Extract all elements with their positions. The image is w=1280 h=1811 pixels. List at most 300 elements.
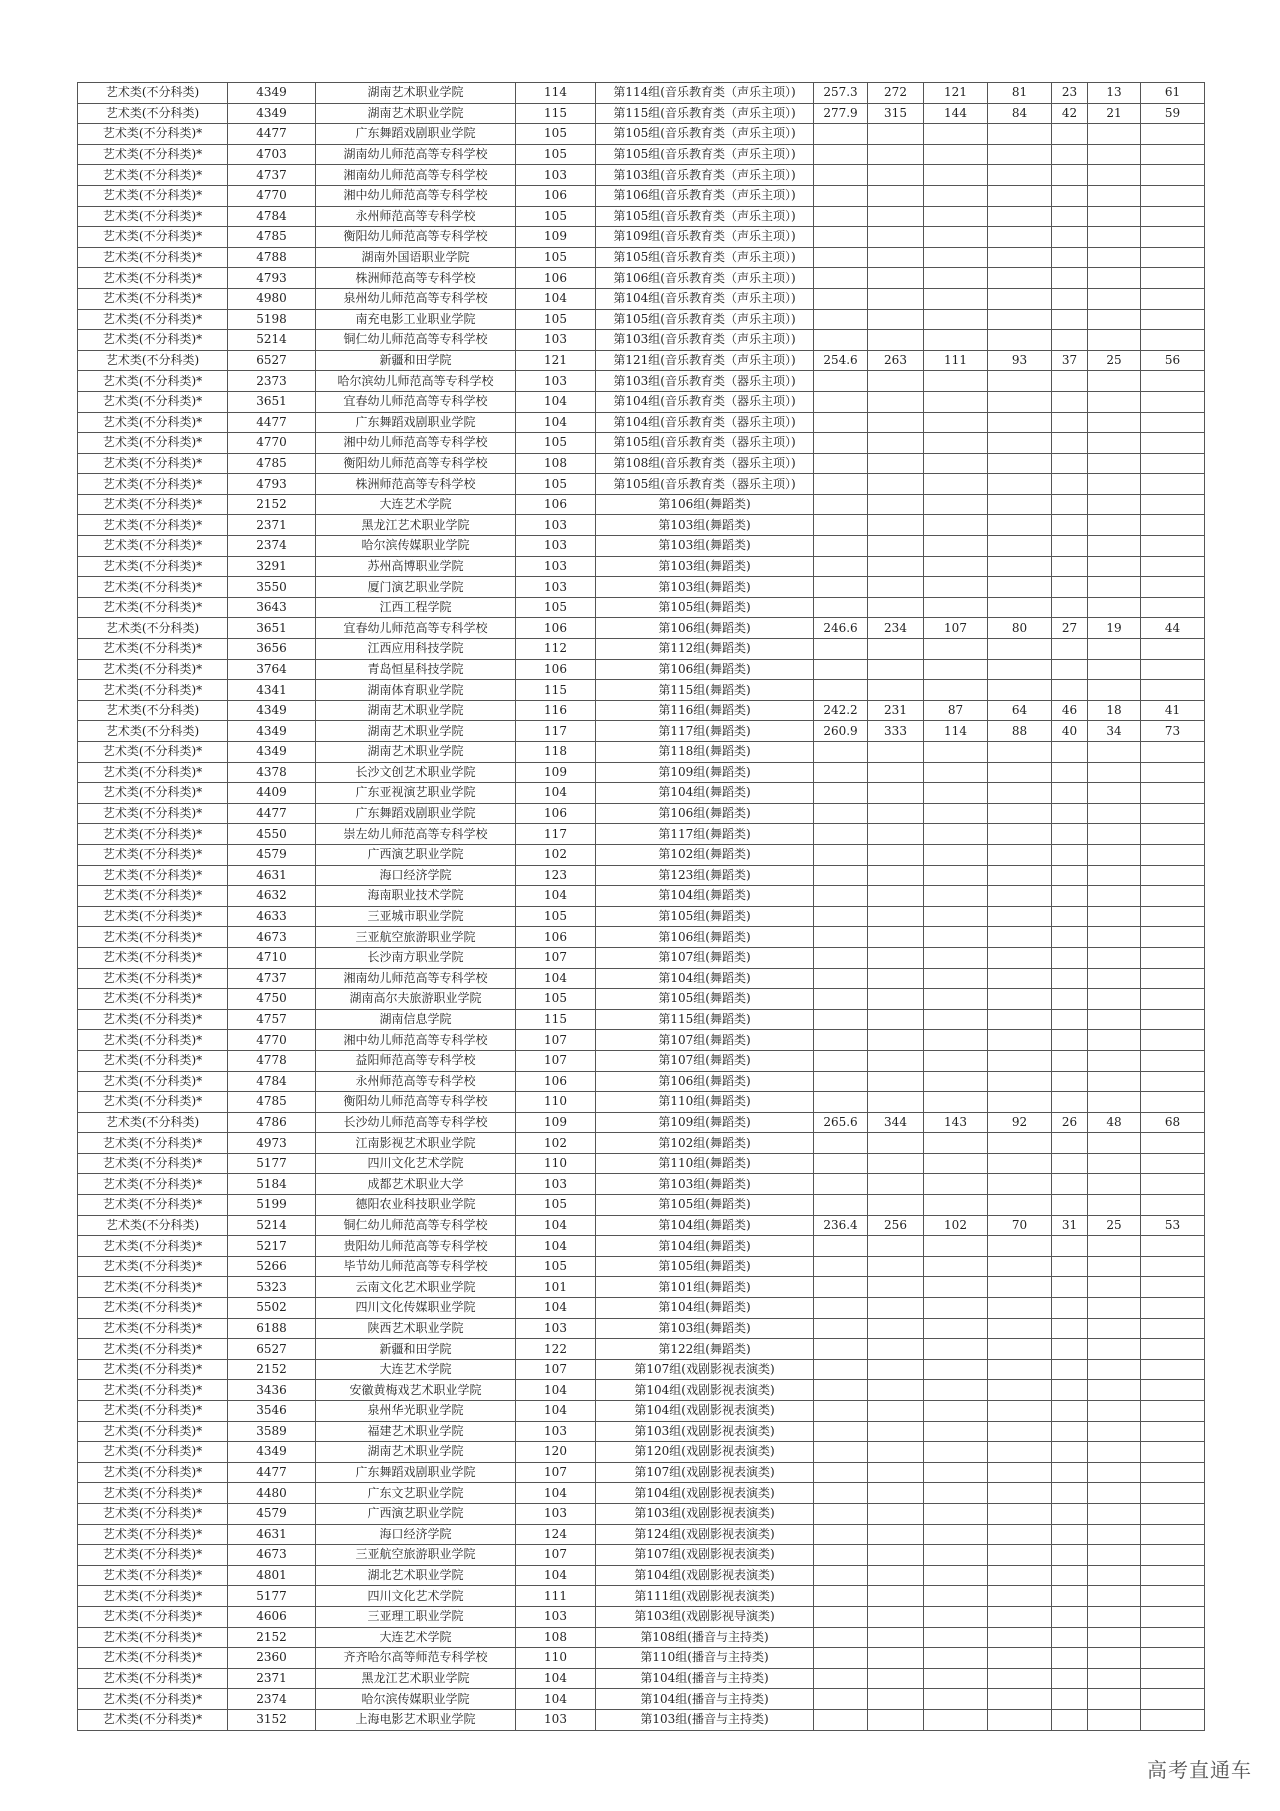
cell-v6	[1088, 1709, 1141, 1730]
cell-v4: 70	[988, 1215, 1052, 1236]
table-row	[78, 1298, 1205, 1319]
table-row	[78, 1153, 1205, 1174]
cell-v4	[988, 556, 1052, 577]
cell-category: 艺术类(不分科类)*	[78, 1277, 228, 1298]
cell-code: 3436	[228, 1380, 316, 1401]
cell-category: 艺术类(不分科类)*	[78, 1256, 228, 1277]
cell-category: 艺术类(不分科类)*	[78, 947, 228, 968]
cell-v5	[1052, 1195, 1088, 1216]
cell-v3	[924, 165, 988, 186]
cell-group-name: 第108组(播音与主持类)	[596, 1627, 814, 1648]
cell-v6	[1088, 309, 1141, 330]
cell-v3	[924, 1277, 988, 1298]
cell-v2	[868, 1462, 924, 1483]
cell-group-no: 104	[516, 288, 596, 309]
cell-code: 3643	[228, 597, 316, 618]
cell-v7	[1141, 1421, 1205, 1442]
cell-v1	[814, 206, 868, 227]
cell-v4	[988, 1318, 1052, 1339]
cell-code: 2374	[228, 536, 316, 557]
cell-v5	[1052, 680, 1088, 701]
cell-v7	[1141, 268, 1205, 289]
cell-category: 艺术类(不分科类)*	[78, 1359, 228, 1380]
cell-v2	[868, 947, 924, 968]
cell-category: 艺术类(不分科类)*	[78, 1380, 228, 1401]
cell-v7	[1141, 1133, 1205, 1154]
cell-v2	[868, 639, 924, 660]
cell-v6	[1088, 1483, 1141, 1504]
cell-group-no: 121	[516, 350, 596, 371]
cell-category: 艺术类(不分科类)*	[78, 1174, 228, 1195]
cell-code: 5177	[228, 1153, 316, 1174]
cell-school: 长沙幼儿师范高等专科学校	[316, 1112, 516, 1133]
cell-v6: 25	[1088, 1215, 1141, 1236]
cell-v7	[1141, 1298, 1205, 1319]
cell-v7	[1141, 391, 1205, 412]
cell-group-no: 107	[516, 1545, 596, 1566]
cell-v7	[1141, 1648, 1205, 1669]
cell-v3: 107	[924, 618, 988, 639]
cell-code: 2152	[228, 494, 316, 515]
cell-category: 艺术类(不分科类)*	[78, 639, 228, 660]
cell-group-no: 104	[516, 1689, 596, 1710]
cell-v5	[1052, 556, 1088, 577]
cell-v3	[924, 1565, 988, 1586]
table-row	[78, 1339, 1205, 1360]
cell-v5	[1052, 1153, 1088, 1174]
cell-v1	[814, 1503, 868, 1524]
cell-v2	[868, 391, 924, 412]
cell-v7	[1141, 494, 1205, 515]
cell-v4	[988, 1359, 1052, 1380]
table-row	[78, 288, 1205, 309]
cell-v3	[924, 494, 988, 515]
cell-group-no: 105	[516, 906, 596, 927]
cell-school: 海南职业技术学院	[316, 886, 516, 907]
cell-v4	[988, 1009, 1052, 1030]
cell-v4	[988, 288, 1052, 309]
cell-v1	[814, 268, 868, 289]
cell-v6: 48	[1088, 1112, 1141, 1133]
table-row	[78, 865, 1205, 886]
cell-v5	[1052, 1524, 1088, 1545]
cell-group-name: 第104组(播音与主持类)	[596, 1689, 814, 1710]
cell-v3	[924, 1236, 988, 1257]
cell-group-name: 第104组(戏剧影视表演类)	[596, 1380, 814, 1401]
table-row	[78, 1606, 1205, 1627]
cell-v2	[868, 1277, 924, 1298]
cell-group-no: 104	[516, 968, 596, 989]
cell-v4	[988, 1627, 1052, 1648]
cell-v3	[924, 989, 988, 1010]
cell-group-name: 第116组(舞蹈类)	[596, 700, 814, 721]
cell-code: 5323	[228, 1277, 316, 1298]
cell-category: 艺术类(不分科类)*	[78, 536, 228, 557]
cell-v7	[1141, 433, 1205, 454]
cell-category: 艺术类(不分科类)*	[78, 1236, 228, 1257]
cell-v1: 257.3	[814, 83, 868, 104]
cell-code: 4757	[228, 1009, 316, 1030]
cell-group-name: 第114组(音乐教育类（声乐主项）)	[596, 83, 814, 104]
cell-group-name: 第115组(舞蹈类)	[596, 1009, 814, 1030]
cell-group-no: 107	[516, 1050, 596, 1071]
table-row	[78, 824, 1205, 845]
cell-group-name: 第110组(舞蹈类)	[596, 1153, 814, 1174]
table-row	[78, 474, 1205, 495]
cell-school: 衡阳幼儿师范高等专科学校	[316, 1092, 516, 1113]
cell-v2: 272	[868, 83, 924, 104]
cell-v7	[1141, 1668, 1205, 1689]
cell-v5	[1052, 1359, 1088, 1380]
cell-v4: 93	[988, 350, 1052, 371]
cell-v7: 68	[1141, 1112, 1205, 1133]
table-row	[78, 968, 1205, 989]
cell-v4	[988, 433, 1052, 454]
cell-v1	[814, 1339, 868, 1360]
cell-v5: 27	[1052, 618, 1088, 639]
cell-v4	[988, 1174, 1052, 1195]
cell-v7	[1141, 927, 1205, 948]
cell-v1	[814, 1318, 868, 1339]
cell-v3	[924, 288, 988, 309]
table-row	[78, 1359, 1205, 1380]
cell-v1	[814, 742, 868, 763]
cell-v2	[868, 1236, 924, 1257]
cell-group-name: 第104组(播音与主持类)	[596, 1668, 814, 1689]
cell-group-name: 第106组(音乐教育类（声乐主项）)	[596, 268, 814, 289]
cell-v5	[1052, 371, 1088, 392]
cell-category: 艺术类(不分科类)*	[78, 453, 228, 474]
cell-v7	[1141, 206, 1205, 227]
cell-school: 广西演艺职业学院	[316, 844, 516, 865]
table-row	[78, 1215, 1205, 1236]
cell-v4	[988, 1401, 1052, 1422]
cell-v7	[1141, 762, 1205, 783]
cell-group-name: 第107组(舞蹈类)	[596, 1030, 814, 1051]
cell-code: 4973	[228, 1133, 316, 1154]
cell-v7: 53	[1141, 1215, 1205, 1236]
cell-v1: 260.9	[814, 721, 868, 742]
cell-v6	[1088, 1009, 1141, 1030]
table-row	[78, 1256, 1205, 1277]
cell-v6	[1088, 1545, 1141, 1566]
cell-category: 艺术类(不分科类)*	[78, 927, 228, 948]
table-row	[78, 803, 1205, 824]
cell-v1	[814, 288, 868, 309]
cell-code: 4477	[228, 412, 316, 433]
cell-v7	[1141, 124, 1205, 145]
cell-v7	[1141, 247, 1205, 268]
cell-v2	[868, 453, 924, 474]
cell-group-no: 103	[516, 536, 596, 557]
cell-v6	[1088, 1298, 1141, 1319]
cell-v1	[814, 1359, 868, 1380]
cell-v6	[1088, 989, 1141, 1010]
cell-category: 艺术类(不分科类)*	[78, 391, 228, 412]
cell-group-name: 第106组(舞蹈类)	[596, 1071, 814, 1092]
cell-group-name: 第110组(舞蹈类)	[596, 1092, 814, 1113]
table-row	[78, 659, 1205, 680]
cell-school: 三亚城市职业学院	[316, 906, 516, 927]
cell-v2	[868, 474, 924, 495]
cell-v7	[1141, 639, 1205, 660]
cell-v1	[814, 412, 868, 433]
cell-v6	[1088, 1462, 1141, 1483]
cell-group-no: 103	[516, 515, 596, 536]
cell-category: 艺术类(不分科类)*	[78, 1524, 228, 1545]
cell-school: 广东舞蹈戏剧职业学院	[316, 1462, 516, 1483]
cell-v4	[988, 1709, 1052, 1730]
cell-v5	[1052, 1236, 1088, 1257]
cell-v5	[1052, 1298, 1088, 1319]
cell-category: 艺术类(不分科类)*	[78, 474, 228, 495]
cell-v5	[1052, 844, 1088, 865]
cell-category: 艺术类(不分科类)*	[78, 247, 228, 268]
cell-v7	[1141, 556, 1205, 577]
cell-group-name: 第109组(舞蹈类)	[596, 762, 814, 783]
cell-v6: 34	[1088, 721, 1141, 742]
cell-group-name: 第117组(舞蹈类)	[596, 824, 814, 845]
cell-v3	[924, 1483, 988, 1504]
cell-v5	[1052, 1401, 1088, 1422]
table-row	[78, 783, 1205, 804]
cell-v1	[814, 1586, 868, 1607]
cell-v7	[1141, 968, 1205, 989]
cell-group-name: 第104组(戏剧影视表演类)	[596, 1483, 814, 1504]
cell-v1	[814, 433, 868, 454]
cell-category: 艺术类(不分科类)*	[78, 371, 228, 392]
cell-v1	[814, 886, 868, 907]
table-row	[78, 1277, 1205, 1298]
cell-v3	[924, 1195, 988, 1216]
cell-school: 厦门演艺职业学院	[316, 577, 516, 598]
cell-v3	[924, 206, 988, 227]
table-row	[78, 1318, 1205, 1339]
cell-group-no: 103	[516, 1606, 596, 1627]
cell-v7: 59	[1141, 103, 1205, 124]
cell-v6	[1088, 453, 1141, 474]
cell-code: 4409	[228, 783, 316, 804]
cell-v7: 73	[1141, 721, 1205, 742]
cell-group-no: 106	[516, 659, 596, 680]
cell-school: 哈尔滨传媒职业学院	[316, 1689, 516, 1710]
cell-v7	[1141, 1483, 1205, 1504]
cell-v1	[814, 1195, 868, 1216]
cell-v4	[988, 680, 1052, 701]
table-row	[78, 1236, 1205, 1257]
cell-group-no: 117	[516, 824, 596, 845]
cell-code: 5502	[228, 1298, 316, 1319]
cell-code: 4632	[228, 886, 316, 907]
cell-v4	[988, 185, 1052, 206]
cell-v6	[1088, 680, 1141, 701]
cell-v4	[988, 659, 1052, 680]
cell-category: 艺术类(不分科类)*	[78, 1545, 228, 1566]
cell-group-no: 105	[516, 1256, 596, 1277]
table-row	[78, 989, 1205, 1010]
cell-v7	[1141, 1524, 1205, 1545]
cell-group-no: 110	[516, 1648, 596, 1669]
cell-v2: 263	[868, 350, 924, 371]
cell-group-no: 110	[516, 1092, 596, 1113]
cell-group-no: 103	[516, 165, 596, 186]
cell-v7	[1141, 577, 1205, 598]
cell-group-name: 第107组(戏剧影视表演类)	[596, 1545, 814, 1566]
cell-v2	[868, 659, 924, 680]
cell-school: 广东舞蹈戏剧职业学院	[316, 124, 516, 145]
cell-v5	[1052, 639, 1088, 660]
cell-code: 4349	[228, 742, 316, 763]
cell-school: 江西工程学院	[316, 597, 516, 618]
cell-group-no: 115	[516, 680, 596, 701]
cell-school: 南充电影工业职业学院	[316, 309, 516, 330]
cell-v6	[1088, 1133, 1141, 1154]
cell-group-name: 第117组(舞蹈类)	[596, 721, 814, 742]
cell-v4	[988, 309, 1052, 330]
cell-group-name: 第105组(音乐教育类（声乐主项）)	[596, 309, 814, 330]
cell-code: 4784	[228, 1071, 316, 1092]
cell-category: 艺术类(不分科类)*	[78, 494, 228, 515]
cell-v5	[1052, 268, 1088, 289]
cell-v5	[1052, 1092, 1088, 1113]
cell-group-name: 第103组(舞蹈类)	[596, 536, 814, 557]
cell-group-name: 第102组(舞蹈类)	[596, 1133, 814, 1154]
cell-v3	[924, 556, 988, 577]
cell-group-name: 第107组(戏剧影视表演类)	[596, 1462, 814, 1483]
cell-v4	[988, 124, 1052, 145]
table-row	[78, 165, 1205, 186]
cell-v7	[1141, 1689, 1205, 1710]
cell-v1	[814, 1627, 868, 1648]
cell-category: 艺术类(不分科类)*	[78, 1462, 228, 1483]
cell-v6	[1088, 1195, 1141, 1216]
cell-v2	[868, 1009, 924, 1030]
cell-group-name: 第122组(舞蹈类)	[596, 1339, 814, 1360]
cell-group-name: 第118组(舞蹈类)	[596, 742, 814, 763]
admission-table	[77, 82, 1205, 1731]
cell-v4	[988, 206, 1052, 227]
cell-v1	[814, 124, 868, 145]
cell-group-no: 104	[516, 1668, 596, 1689]
cell-v5	[1052, 165, 1088, 186]
table-row	[78, 1401, 1205, 1422]
cell-group-name: 第104组(音乐教育类（声乐主项）)	[596, 288, 814, 309]
table-row	[78, 1586, 1205, 1607]
cell-v2	[868, 1545, 924, 1566]
cell-code: 4631	[228, 865, 316, 886]
cell-group-no: 105	[516, 433, 596, 454]
cell-v4	[988, 783, 1052, 804]
cell-v4	[988, 1524, 1052, 1545]
cell-v5	[1052, 1627, 1088, 1648]
cell-category: 艺术类(不分科类)	[78, 618, 228, 639]
cell-v7	[1141, 1009, 1205, 1030]
cell-group-name: 第121组(音乐教育类（声乐主项）)	[596, 350, 814, 371]
cell-v7	[1141, 1195, 1205, 1216]
cell-group-no: 104	[516, 783, 596, 804]
cell-v5	[1052, 536, 1088, 557]
table-row	[78, 1195, 1205, 1216]
cell-v2	[868, 288, 924, 309]
cell-v4	[988, 639, 1052, 660]
cell-v3	[924, 1050, 988, 1071]
cell-v6	[1088, 968, 1141, 989]
table-row	[78, 1689, 1205, 1710]
cell-v4	[988, 1195, 1052, 1216]
cell-v2	[868, 536, 924, 557]
cell-v3	[924, 1586, 988, 1607]
cell-v2	[868, 968, 924, 989]
cell-category: 艺术类(不分科类)*	[78, 412, 228, 433]
cell-v4	[988, 474, 1052, 495]
cell-v7	[1141, 371, 1205, 392]
cell-v6: 19	[1088, 618, 1141, 639]
cell-school: 贵阳幼儿师范高等专科学校	[316, 1236, 516, 1257]
table-row	[78, 206, 1205, 227]
table-row	[78, 1524, 1205, 1545]
cell-group-no: 105	[516, 597, 596, 618]
cell-v4: 92	[988, 1112, 1052, 1133]
cell-v6	[1088, 371, 1141, 392]
cell-v3	[924, 1442, 988, 1463]
cell-v4	[988, 824, 1052, 845]
cell-category: 艺术类(不分科类)	[78, 1215, 228, 1236]
cell-code: 4349	[228, 721, 316, 742]
cell-v3: 144	[924, 103, 988, 124]
cell-v6	[1088, 1071, 1141, 1092]
cell-v1: 242.2	[814, 700, 868, 721]
cell-v5	[1052, 1565, 1088, 1586]
cell-category: 艺术类(不分科类)*	[78, 844, 228, 865]
cell-v4	[988, 1483, 1052, 1504]
cell-category: 艺术类(不分科类)*	[78, 1565, 228, 1586]
cell-school: 江西应用科技学院	[316, 639, 516, 660]
cell-group-name: 第124组(戏剧影视表演类)	[596, 1524, 814, 1545]
cell-v7	[1141, 1318, 1205, 1339]
cell-v1	[814, 1298, 868, 1319]
cell-v5	[1052, 1071, 1088, 1092]
cell-v1	[814, 515, 868, 536]
cell-v6	[1088, 824, 1141, 845]
cell-group-name: 第115组(音乐教育类（声乐主项）)	[596, 103, 814, 124]
cell-group-name: 第105组(舞蹈类)	[596, 906, 814, 927]
cell-v6: 21	[1088, 103, 1141, 124]
cell-v3	[924, 536, 988, 557]
cell-v3	[924, 1689, 988, 1710]
cell-v5	[1052, 906, 1088, 927]
cell-school: 德阳农业科技职业学院	[316, 1195, 516, 1216]
cell-v3	[924, 947, 988, 968]
cell-v7: 44	[1141, 618, 1205, 639]
cell-code: 4770	[228, 185, 316, 206]
cell-v6	[1088, 1318, 1141, 1339]
cell-v7	[1141, 947, 1205, 968]
cell-school: 广东舞蹈戏剧职业学院	[316, 412, 516, 433]
cell-code: 4786	[228, 1112, 316, 1133]
cell-category: 艺术类(不分科类)*	[78, 288, 228, 309]
cell-v3	[924, 639, 988, 660]
cell-v7	[1141, 474, 1205, 495]
cell-code: 5214	[228, 330, 316, 351]
cell-v1	[814, 1256, 868, 1277]
cell-code: 6188	[228, 1318, 316, 1339]
cell-v7	[1141, 1709, 1205, 1730]
cell-group-name: 第103组(舞蹈类)	[596, 1174, 814, 1195]
cell-group-no: 110	[516, 1153, 596, 1174]
cell-v6	[1088, 577, 1141, 598]
table-row	[78, 947, 1205, 968]
cell-v7	[1141, 1236, 1205, 1257]
